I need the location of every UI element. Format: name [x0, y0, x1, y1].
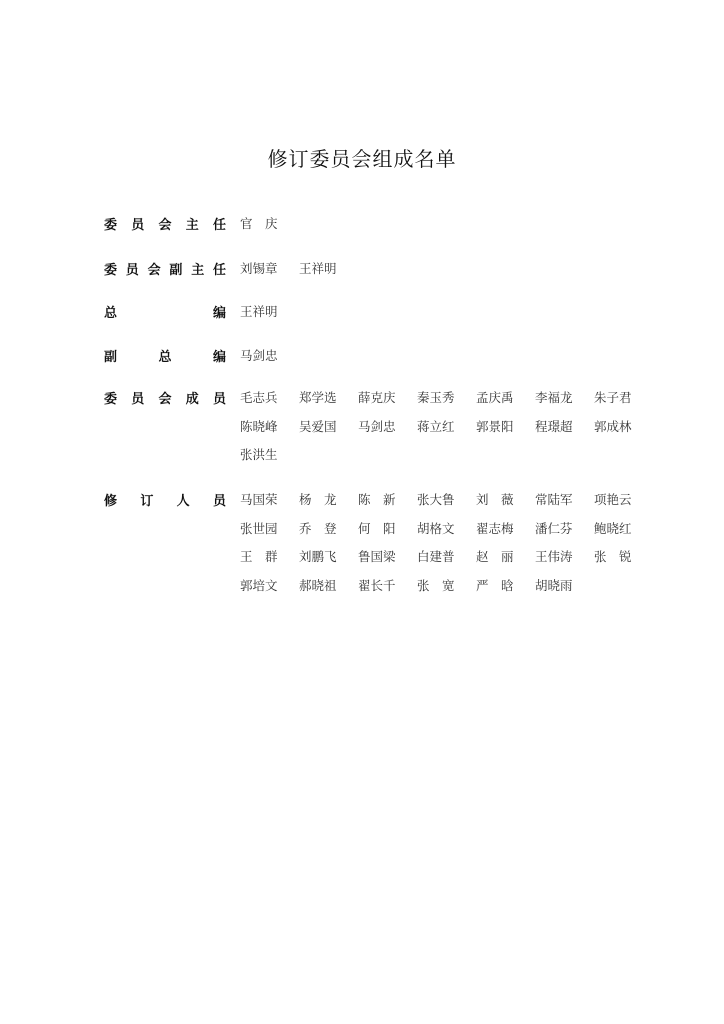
member-name: 陈晓峰 [240, 418, 278, 434]
member-name: 郭景阳 [476, 418, 514, 434]
name-line [240, 254, 650, 283]
member-name: 鲁国梁 [358, 549, 396, 565]
role-label-char: 总 [158, 349, 172, 365]
name-line [240, 209, 650, 238]
member-name: 陈 新 [358, 492, 396, 508]
role-label-char: 委 [104, 391, 118, 407]
member-name: 李福龙 [535, 390, 573, 406]
role-label-char: 主 [185, 217, 199, 233]
member-name: 赵 丽 [476, 549, 514, 565]
member-name: 吴爱国 [299, 418, 337, 434]
member-name: 孟庆禹 [476, 390, 514, 406]
role-label-char: 委 [104, 262, 118, 278]
role-label-char: 订 [140, 493, 154, 509]
name-line [240, 341, 650, 370]
role-label-char: 员 [212, 493, 226, 509]
member-name: 郭成林 [594, 418, 632, 434]
role-label-char: 任 [212, 262, 226, 278]
name-line [240, 412, 650, 441]
member-name: 刘 薇 [476, 492, 514, 508]
role-label [104, 489, 226, 509]
member-name: 刘鹏飞 [299, 549, 337, 565]
member-name: 王祥明 [299, 261, 337, 277]
member-name: 毛志兵 [240, 390, 278, 406]
role-label-char: 编 [212, 305, 226, 321]
member-name: 朱子君 [594, 390, 632, 406]
member-names [240, 209, 650, 238]
member-name: 张世园 [240, 520, 278, 536]
member-name: 张大鲁 [417, 492, 455, 508]
member-name: 胡格文 [417, 520, 455, 536]
member-name: 郭培文 [240, 577, 278, 593]
member-name: 程璟超 [535, 418, 573, 434]
role-label-char: 委 [104, 217, 118, 233]
role-label [104, 387, 226, 407]
role-label-char: 员 [131, 391, 145, 407]
role-label-char: 主 [191, 262, 205, 278]
member-name: 刘锡章 [240, 261, 278, 277]
name-line [240, 440, 650, 469]
member-name: 常陆军 [535, 492, 573, 508]
member-name: 杨 龙 [299, 492, 337, 508]
name-line [240, 542, 650, 571]
member-name: 官 庆 [240, 216, 278, 232]
role-label-char: 修 [104, 493, 118, 509]
member-name: 何 阳 [358, 520, 396, 536]
member-name: 张 宽 [417, 577, 455, 593]
member-name: 翟志梅 [476, 520, 514, 536]
role-label-char: 会 [158, 217, 172, 233]
member-name: 薛克庆 [358, 390, 396, 406]
member-name: 乔 登 [299, 520, 337, 536]
role-label [104, 258, 226, 278]
member-name: 白建普 [417, 549, 455, 565]
name-line [240, 297, 650, 326]
role-label-char: 任 [212, 217, 226, 233]
member-name: 蒋立红 [417, 418, 455, 434]
name-line [240, 514, 650, 543]
member-name: 王 群 [240, 549, 278, 565]
member-name: 潘仁芬 [535, 520, 573, 536]
member-name: 秦玉秀 [417, 390, 455, 406]
member-names [240, 341, 650, 370]
member-name: 张 锐 [594, 549, 632, 565]
role-label [104, 213, 226, 233]
role-label-char: 总 [104, 305, 118, 321]
role-label-char: 会 [158, 391, 172, 407]
member-name: 张洪生 [240, 447, 278, 463]
role-label-char: 员 [212, 391, 226, 407]
role-label-char: 会 [147, 262, 161, 278]
role-label-char: 员 [125, 262, 139, 278]
role-label-char: 员 [131, 217, 145, 233]
name-line [240, 571, 650, 600]
member-name: 王伟涛 [535, 549, 573, 565]
name-line [240, 383, 650, 412]
member-name: 翟长千 [358, 577, 396, 593]
member-name: 胡晓雨 [535, 577, 573, 593]
member-name: 项艳云 [594, 492, 632, 508]
role-label-char: 人 [176, 493, 190, 509]
role-label-char: 副 [169, 262, 183, 278]
member-name: 马国荣 [240, 492, 278, 508]
member-name: 王祥明 [240, 304, 278, 320]
member-name: 严 晗 [476, 577, 514, 593]
member-names [240, 485, 650, 599]
member-name: 马剑忠 [358, 418, 396, 434]
role-label [104, 301, 226, 321]
member-name: 郝晓祖 [299, 577, 337, 593]
role-label-char: 编 [212, 349, 226, 365]
name-line [240, 485, 650, 514]
member-name: 鲍晓红 [594, 520, 632, 536]
role-label [104, 345, 226, 365]
page-title: 修订委员会组成名单 [267, 147, 457, 171]
role-label-char: 成 [185, 391, 199, 407]
member-names [240, 383, 650, 469]
member-name: 郑学选 [299, 390, 337, 406]
member-names [240, 297, 650, 326]
member-name: 马剑忠 [240, 348, 278, 364]
role-label-char: 副 [104, 349, 118, 365]
member-names [240, 254, 650, 283]
